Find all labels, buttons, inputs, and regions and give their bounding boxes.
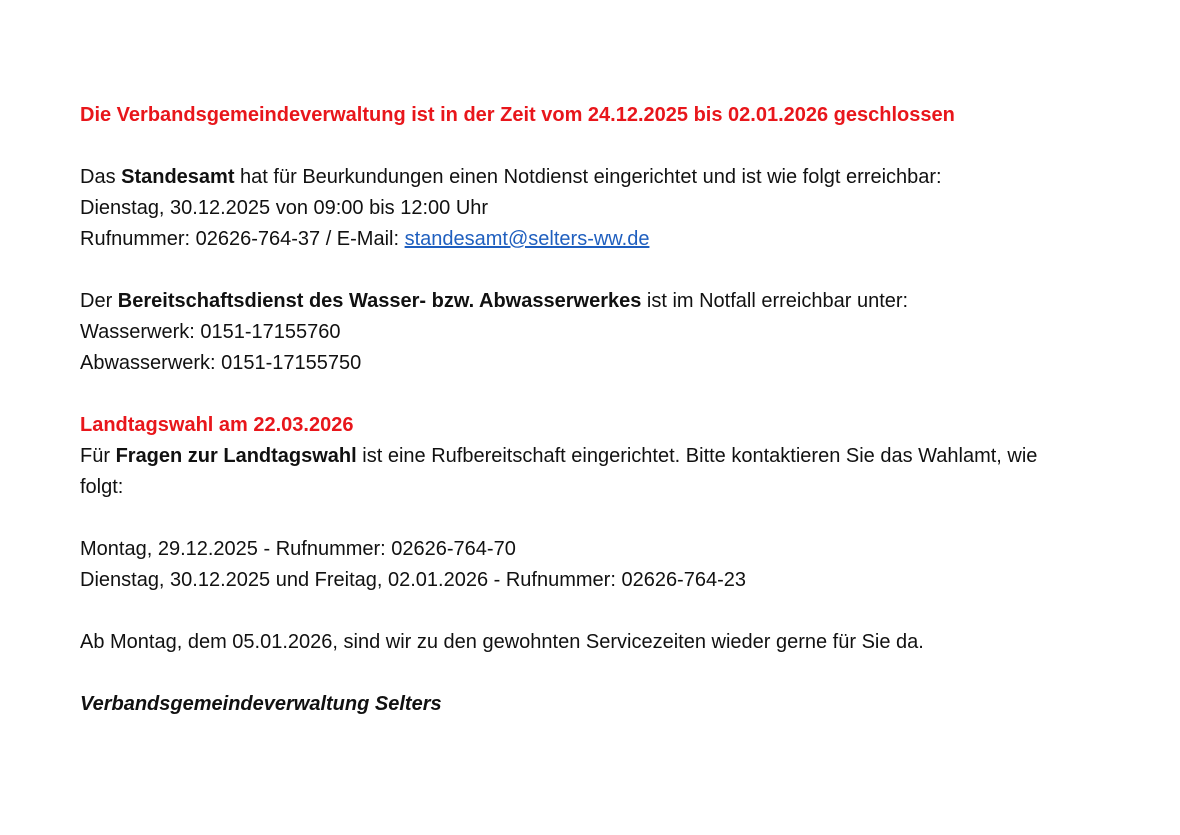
bereitschaft-intro-bold: Bereitschaftsdienst des Wasser- bzw. Abwasserwerkes [117, 290, 642, 312]
standesamt-date-line: Dienstag, 30.12.2025 von 09:00 bis 12:00 Uhr [80, 197, 489, 219]
bereitschaft-intro-pre: Der [80, 290, 118, 312]
spacer [80, 503, 1140, 534]
standesamt-contact-pre: Rufnummer: 02626-764-37 / E-Mail: [80, 228, 405, 250]
standesamt-contact-line [80, 224, 1140, 255]
spacer [80, 379, 1140, 410]
spacer [80, 596, 1140, 627]
spacer [80, 658, 1140, 689]
document-body [80, 100, 1140, 720]
landtagswahl-heading: Landtagswahl am 22.03.2026 [80, 414, 354, 436]
abwasserwerk-line: Abwasserwerk: 0151-17155750 [80, 352, 362, 374]
standesamt-email-link[interactable]: standesamt@selters-ww.de [404, 228, 650, 250]
standesamt-intro-bold: Standesamt [121, 166, 235, 188]
bereitschaft-intro-post: ist im Notfall erreichbar unter: [641, 290, 909, 312]
landtagswahl-intro-pre: Für [80, 445, 116, 467]
landtagswahl-line-1: Montag, 29.12.2025 - Rufnummer: 02626-764-70 [80, 538, 516, 560]
landtagswahl-intro [80, 441, 1040, 503]
service-line: Ab Montag, dem 05.01.2026, sind wir zu den gewohnten Servicezeiten wieder gerne für Sie da. [80, 631, 924, 653]
standesamt-intro [80, 162, 1140, 193]
standesamt-intro-pre: Das [80, 166, 122, 188]
standesamt-intro-post: hat für Beurkundungen einen Notdienst eingerichtet und ist wie folgt erreichbar: [234, 166, 942, 188]
closure-heading: Die Verbandsgemeindeverwaltung ist in der Zeit vom 24.12.2025 bis 02.01.2026 geschlossen [80, 104, 955, 126]
landtagswahl-intro-post: ist eine Rufbereitschaft eingerichtet. Bitte kontaktieren Sie das Wahlamt, wie folgt: [80, 445, 1038, 498]
spacer [80, 255, 1140, 286]
landtagswahl-line-2: Dienstag, 30.12.2025 und Freitag, 02.01.2026 - Rufnummer: 02626-764-23 [80, 569, 746, 591]
wasserwerk-line: Wasserwerk: 0151-17155760 [80, 321, 341, 343]
landtagswahl-intro-bold: Fragen zur Landtagswahl [115, 445, 357, 467]
signature: Verbandsgemeindeverwaltung Selters [80, 693, 442, 715]
spacer [80, 131, 1140, 162]
bereitschaft-intro [80, 286, 1140, 317]
